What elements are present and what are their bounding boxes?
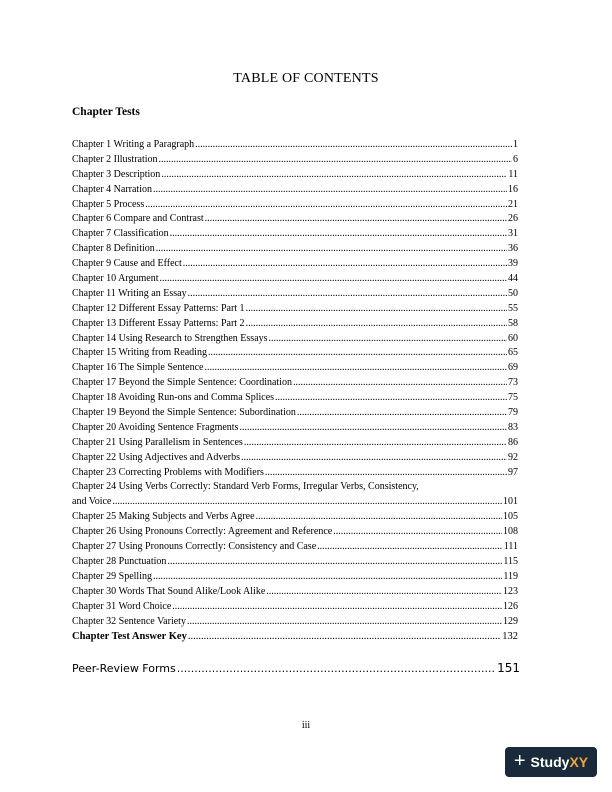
toc-entry-page: 115 (503, 555, 518, 567)
toc-entry-page: 21 (508, 198, 518, 210)
toc-entry (72, 227, 518, 242)
dot-leader (188, 287, 507, 302)
toc-entry-title: Chapter 7 Classification (72, 228, 169, 240)
dot-leader (205, 212, 507, 227)
dot-leader (156, 242, 507, 257)
dot-leader (208, 346, 507, 361)
toc-entry-title: Chapter 13 Different Essay Patterns: Part 2 (72, 317, 245, 329)
toc-entry-title: Chapter 15 Writing from Reading (72, 347, 207, 359)
dot-leader (256, 510, 502, 525)
toc-entry (72, 198, 518, 213)
toc-entry (72, 272, 518, 287)
toc-entry-title: Chapter 30 Words That Sound Alike/Look Alike (72, 585, 266, 597)
dot-leader (204, 361, 507, 376)
toc-entry-title: Chapter 28 Punctuation (72, 555, 167, 567)
dot-leader (317, 540, 503, 555)
toc-entry-line (72, 495, 518, 510)
toc-entry (72, 406, 518, 421)
toc-entry (72, 600, 518, 615)
toc-entry-page: 44 (508, 273, 518, 285)
dot-leader (195, 138, 512, 153)
toc-entry-page: 50 (508, 287, 518, 299)
section-heading: Chapter Tests (72, 106, 140, 118)
toc-entry (72, 585, 518, 600)
toc-entry (72, 242, 518, 257)
dot-leader (159, 153, 512, 168)
toc-entry-page: 11 (508, 168, 518, 180)
toc-entry-title: Chapter 22 Using Adjectives and Adverbs (72, 451, 241, 463)
toc-entry-page: 39 (508, 258, 518, 270)
toc-entry-title: Chapter 20 Avoiding Sentence Fragments (72, 421, 239, 433)
dot-leader (293, 376, 507, 391)
toc-entry-page: 31 (508, 228, 518, 240)
dot-leader (161, 168, 507, 183)
toc-entry-title: Chapter 14 Using Research to Strengthen Essays (72, 332, 268, 344)
toc-entry (72, 615, 518, 630)
dot-leader (167, 555, 502, 570)
answer-key-page: 132 (502, 631, 518, 642)
toc-entry-title: Chapter 6 Compare and Contrast (72, 213, 204, 225)
toc-entry-title: Chapter 10 Argument (72, 273, 159, 285)
peer-review-page: 151 (497, 661, 520, 675)
toc-entry-title: Chapter 32 Sentence Variety (72, 615, 186, 627)
toc-entry-page: 101 (503, 496, 518, 508)
brand-name-main: Study (530, 754, 570, 770)
toc-entry-title: Chapter 9 Cause and Effect (72, 258, 182, 270)
toc-entry (72, 451, 518, 466)
toc-entry (72, 510, 518, 525)
dot-leader (275, 391, 507, 406)
dot-leader (246, 302, 507, 317)
toc-entry (72, 153, 518, 168)
dot-leader (177, 662, 496, 677)
toc-entry-title: Chapter 1 Writing a Paragraph (72, 139, 195, 150)
toc-entry-page: 97 (508, 466, 518, 478)
toc-entry-title: Chapter 27 Using Pronouns Correctly: Consistency and Case (72, 541, 317, 553)
answer-key-title: Chapter Test Answer Key (72, 631, 187, 642)
toc-entry (72, 525, 518, 540)
toc-entry (72, 332, 518, 347)
toc-entry-page: 111 (503, 541, 518, 553)
dot-leader (159, 272, 507, 287)
dot-leader (153, 183, 507, 198)
toc-entry (72, 376, 518, 391)
brand-name (531, 754, 589, 770)
toc-entry (72, 570, 518, 585)
dot-leader (188, 630, 501, 645)
dot-leader (239, 421, 507, 436)
toc-list (72, 138, 518, 629)
toc-entry-title: Chapter 21 Using Parallelism in Sentences (72, 436, 243, 448)
toc-entry (72, 436, 518, 451)
toc-entry-page: 105 (503, 511, 518, 523)
toc-entry (72, 302, 518, 317)
dot-leader (241, 451, 507, 466)
toc-entry-page: 6 (513, 153, 518, 165)
dot-leader (244, 436, 507, 451)
toc-entry-page: 26 (508, 213, 518, 225)
toc-entry-page: 86 (508, 436, 518, 448)
page-number: iii (301, 720, 311, 731)
toc-entry-page: 83 (508, 421, 518, 433)
toc-entry-title: Chapter 23 Correcting Problems with Modifiers (72, 466, 264, 478)
toc-entry-title: Chapter 8 Definition (72, 243, 155, 255)
toc-entry-title: Chapter 29 Spelling (72, 570, 152, 582)
studyxy-logo[interactable] (505, 747, 597, 777)
toc-entry-title: Chapter 5 Process (72, 198, 145, 210)
toc-entry-title-cont: and Voice (72, 496, 112, 508)
toc-entry-title: Chapter 2 Illustration (72, 153, 158, 165)
toc-entry-page: 129 (503, 615, 518, 627)
toc-entry-page: 123 (503, 585, 518, 597)
toc-entry (72, 287, 518, 302)
brand-name-accent: XY (569, 754, 589, 770)
toc-entry (72, 212, 518, 227)
toc-entry-title: Chapter 19 Beyond the Simple Sentence: Subordination (72, 407, 296, 419)
toc-entry-title: Chapter 31 Word Choice (72, 600, 172, 612)
dot-leader (187, 615, 502, 630)
toc-entry-title: Chapter 3 Description (72, 168, 161, 180)
toc-entry-page: 119 (503, 570, 518, 582)
dot-leader (145, 198, 507, 213)
dot-leader (172, 600, 502, 615)
plus-icon: + (513, 750, 526, 772)
toc-entry (72, 555, 518, 570)
toc-entry-title: Chapter 16 The Simple Sentence (72, 362, 204, 374)
toc-entry (72, 421, 518, 436)
toc-entry-line (72, 480, 518, 495)
dot-leader (246, 317, 507, 332)
page-title: TABLE OF CONTENTS (233, 71, 379, 86)
toc-entry (72, 391, 518, 406)
toc-entry-page: 92 (508, 451, 518, 463)
toc-entry-page: 36 (508, 243, 518, 255)
toc-entry (72, 138, 518, 153)
toc-entry-page: 1 (513, 139, 518, 150)
dot-leader (269, 332, 507, 347)
toc-entry-title: Chapter 25 Making Subjects and Verbs Agree (72, 511, 255, 523)
toc-entry-page: 55 (508, 302, 518, 314)
toc-entry-page: 126 (503, 600, 518, 612)
toc-entry-title: Chapter 18 Avoiding Run-ons and Comma Splices (72, 392, 275, 404)
peer-review-entry (72, 661, 520, 676)
toc-entry-title: Chapter 24 Using Verbs Correctly: Standard Verb Forms, Irregular Verbs, Consistency, (72, 481, 419, 493)
dot-leader (153, 570, 502, 585)
dot-leader (297, 406, 507, 421)
peer-review-title: Peer-Review Forms (72, 662, 176, 675)
toc-entry-page: 60 (508, 332, 518, 344)
toc-entry-title: Chapter 4 Narration (72, 183, 152, 195)
toc-entry-page: 65 (508, 347, 518, 359)
dot-leader (265, 466, 507, 481)
toc-entry-page: 79 (508, 407, 518, 419)
toc-entry (72, 346, 518, 361)
toc-entry-title: Chapter 17 Beyond the Simple Sentence: Coordination (72, 377, 292, 389)
toc-entry (72, 183, 518, 198)
toc-entry-page: 58 (508, 317, 518, 329)
dot-leader (333, 525, 502, 540)
toc-entry-title: Chapter 12 Different Essay Patterns: Part 1 (72, 302, 245, 314)
toc-entry-title: Chapter 26 Using Pronouns Correctly: Agreement and Reference (72, 526, 333, 538)
dot-leader (266, 585, 502, 600)
dot-leader (112, 495, 502, 510)
toc-entry (72, 317, 518, 332)
toc-entry-page: 16 (508, 183, 518, 195)
toc-entry (72, 466, 518, 481)
toc-entry (72, 168, 518, 183)
dot-leader (183, 257, 507, 272)
toc-entry-page: 75 (508, 392, 518, 404)
toc-entry-title: Chapter 11 Writing an Essay (72, 287, 187, 299)
toc-entry-page: 73 (508, 377, 518, 389)
toc-entry-page: 69 (508, 362, 518, 374)
toc-entry (72, 540, 518, 555)
toc-entry (72, 480, 518, 510)
toc-entry (72, 361, 518, 376)
answer-key-entry (72, 630, 518, 645)
toc-entry-page: 108 (503, 526, 518, 538)
dot-leader (170, 227, 507, 242)
toc-entry (72, 257, 518, 272)
